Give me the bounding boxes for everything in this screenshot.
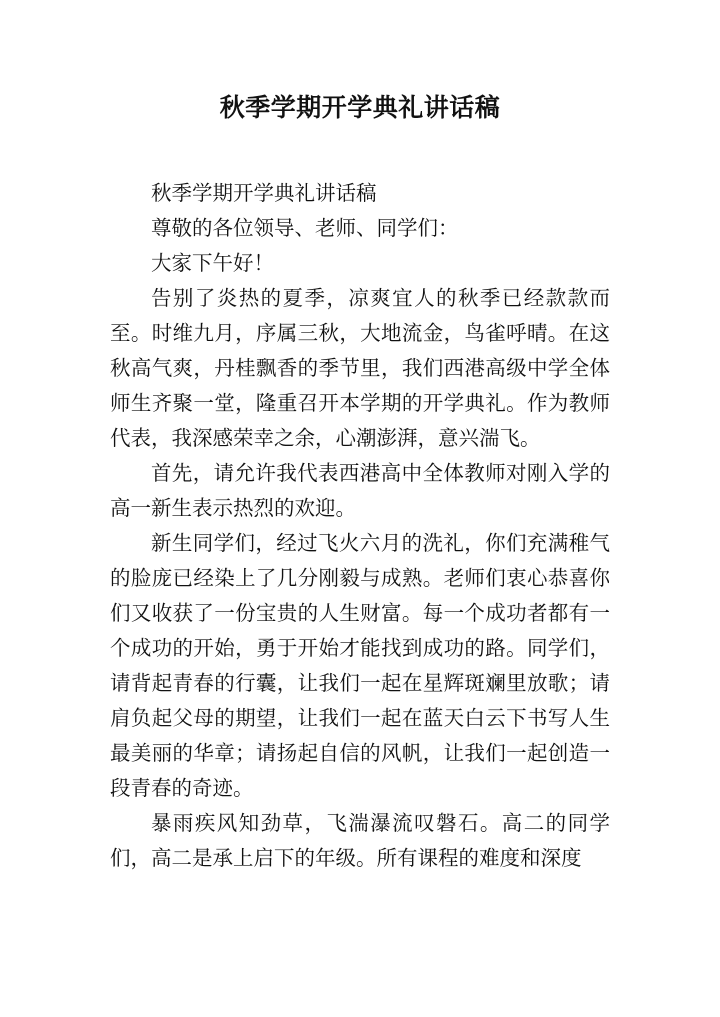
paragraph-new-students: 新生同学们，经过飞火六月的洗礼，你们充满稚气的脸庞已经染上了几分刚毅与成熟。老师们衷心恭喜你们又收获了一份宝贵的人生财富。每一个成功者都有一个成功的开始，勇于开始才能找到成功的路。同学们，请背起青春的行囊，让我们一起在星辉斑斓里放歌；请肩负起父母的期望，让我们一起在蓝天白云下书写人生最美丽的华章；请扬起自信的风帆，让我们一起创造一段青春的奇迹。 — [110, 531, 610, 800]
paragraph-subtitle: 秋季学期开学典礼讲话稿 — [151, 181, 377, 205]
paragraph-salutation: 尊敬的各位领导、老师、同学们： — [151, 216, 459, 240]
document-body — [110, 176, 610, 876]
document-title: 秋季学期开学典礼讲话稿 — [219, 93, 501, 122]
paragraph-opening: 告别了炎热的夏季，凉爽宜人的秋季已经款款而至。时维九月，序属三秋，大地流金，鸟雀呼晴。在这秋高气爽，丹桂飘香的季节里，我们西港高级中学全体师生齐聚一堂，隆重召开本学期的开学典礼。作为教师代表，我深感荣幸之余，心潮澎湃，意兴湍飞。 — [110, 286, 610, 450]
paragraph-greeting: 大家下午好！ — [151, 251, 274, 275]
paragraph-welcome: 首先，请允许我代表西港高中全体教师对刚入学的高一新生表示热烈的欢迎。 — [110, 461, 610, 520]
paragraph-second-year: 暴雨疾风知劲草，飞湍瀑流叹磐石。高二的同学们，高二是承上启下的年级。所有课程的难度和深度 — [110, 811, 610, 870]
